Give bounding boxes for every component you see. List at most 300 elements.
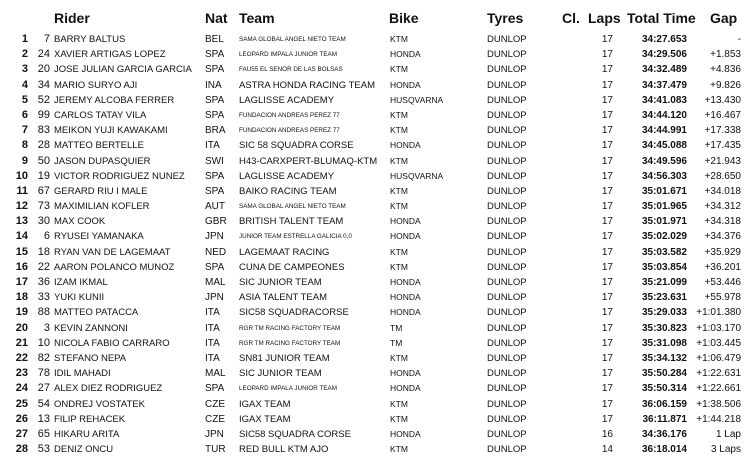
rider-name-cell: MEIKON YUJI KAWAKAMI xyxy=(54,125,168,137)
bike-cell: TM xyxy=(390,337,403,348)
nationality-cell: SPA xyxy=(205,49,225,61)
table-row xyxy=(0,412,745,427)
rider-number-cell: 65 xyxy=(37,427,50,440)
gap-cell: +1:06.479 xyxy=(696,352,741,364)
laps-cell: 17 xyxy=(601,261,613,273)
team-cell: SIC 58 SQUADRA CORSE xyxy=(239,140,354,152)
total-time-cell: 35:21.099 xyxy=(641,277,687,288)
rider-number-cell: 82 xyxy=(37,351,50,364)
laps-cell: 14 xyxy=(601,444,613,456)
tyre-cell: DUNLOP xyxy=(487,94,527,106)
tyre-cell: DUNLOP xyxy=(487,231,527,243)
gap-cell: +9.826 xyxy=(710,79,741,91)
nationality-cell: BRA xyxy=(205,125,226,137)
position-cell: 8 xyxy=(21,139,28,152)
team-cell: SIC JUNIOR TEAM xyxy=(239,368,322,380)
laps-cell: 17 xyxy=(601,398,613,410)
gap-cell: +28.650 xyxy=(704,170,741,182)
rider-number-cell: 10 xyxy=(37,336,50,349)
tyre-cell: DUNLOP xyxy=(487,79,527,91)
rider-name-cell: FILIP REHACEK xyxy=(54,413,126,425)
rider-number-cell: 6 xyxy=(43,230,50,243)
rider-name-cell: RYAN VAN DE LAGEMAAT xyxy=(54,246,171,258)
total-time-cell: 35:01.965 xyxy=(641,201,687,213)
bike-cell: HONDA xyxy=(390,231,421,242)
laps-cell: 17 xyxy=(601,277,613,288)
total-time-cell: 34:49.596 xyxy=(641,155,687,167)
results-table xyxy=(0,32,745,457)
gap-cell: +53.446 xyxy=(704,277,741,288)
total-time-cell: 35:23.631 xyxy=(641,292,687,304)
bike-cell: HONDA xyxy=(390,428,421,439)
rider-name-cell: DENIZ ONCU xyxy=(54,444,114,456)
tyre-cell: DUNLOP xyxy=(487,155,527,167)
gap-cell: +17.435 xyxy=(704,140,741,152)
bike-cell: HONDA xyxy=(390,277,421,287)
total-time-cell: 35:01.671 xyxy=(641,185,687,197)
rider-name-cell: XAVIER ARTIGAS LOPEZ xyxy=(54,49,166,61)
laps-cell: 17 xyxy=(601,109,613,121)
table-row xyxy=(0,32,745,47)
table-row xyxy=(0,123,745,138)
tyre-cell: DUNLOP xyxy=(487,125,527,137)
bike-cell: KTM xyxy=(390,125,408,136)
bike-cell: KTM xyxy=(390,413,408,424)
rider-number-cell: 13 xyxy=(37,412,50,425)
nationality-cell: ITA xyxy=(205,337,220,349)
header-class: Cl. xyxy=(562,10,580,26)
laps-cell: 17 xyxy=(601,307,613,319)
rider-number-cell: 52 xyxy=(37,93,50,106)
total-time-cell: 35:30.823 xyxy=(641,322,687,334)
laps-cell: 17 xyxy=(601,140,613,152)
gap-cell: +4.836 xyxy=(710,64,741,76)
rider-number-cell: 22 xyxy=(37,260,50,273)
laps-cell: 17 xyxy=(601,292,613,304)
table-row xyxy=(0,397,745,412)
laps-cell: 17 xyxy=(601,231,613,243)
header-laps: Laps xyxy=(588,10,621,26)
nationality-cell: TUR xyxy=(205,444,226,456)
nationality-cell: SPA xyxy=(205,170,225,182)
bike-cell: KTM xyxy=(390,185,408,196)
gap-cell: +1:01.380 xyxy=(696,307,741,319)
rider-number-cell: 73 xyxy=(37,200,50,213)
rider-number-cell: 78 xyxy=(37,367,50,380)
team-cell: SAMA GLOBAL ANGEL NIETO TEAM xyxy=(239,36,346,43)
position-cell: 3 xyxy=(21,63,28,76)
tyre-cell: DUNLOP xyxy=(487,428,527,440)
nationality-cell: CZE xyxy=(205,413,225,425)
team-cell: FUNDACION ANDREAS PEREZ 77 xyxy=(239,127,340,135)
total-time-cell: 35:34.132 xyxy=(641,352,687,364)
total-time-cell: 34:44.120 xyxy=(641,109,687,121)
position-cell: 26 xyxy=(15,412,28,425)
table-row xyxy=(0,336,745,351)
table-row xyxy=(0,321,745,336)
tyre-cell: DUNLOP xyxy=(487,292,527,304)
laps-cell: 17 xyxy=(601,322,613,334)
gap-cell: +34.376 xyxy=(704,231,741,243)
laps-cell: 17 xyxy=(601,368,613,380)
tyre-cell: DUNLOP xyxy=(487,216,527,228)
tyre-cell: DUNLOP xyxy=(487,352,527,364)
bike-cell: HONDA xyxy=(390,216,421,227)
tyre-cell: DUNLOP xyxy=(487,398,527,410)
tyre-cell: DUNLOP xyxy=(487,49,527,61)
gap-cell: - xyxy=(737,34,741,45)
laps-cell: 17 xyxy=(601,185,613,197)
rider-name-cell: HIKARU ARITA xyxy=(54,428,120,440)
team-cell: SIC58 SQUADRACORSE xyxy=(239,307,349,319)
total-time-cell: 35:29.033 xyxy=(641,307,687,319)
gap-cell: +1:22.661 xyxy=(696,383,741,395)
nationality-cell: BEL xyxy=(205,34,224,45)
table-row xyxy=(0,78,745,93)
laps-cell: 17 xyxy=(601,170,613,182)
nationality-cell: GBR xyxy=(205,216,227,228)
nationality-cell: ITA xyxy=(205,322,220,334)
laps-cell: 17 xyxy=(601,125,613,137)
nationality-cell: NED xyxy=(205,246,227,258)
nationality-cell: AUT xyxy=(205,201,225,213)
rider-number-cell: 54 xyxy=(37,397,50,410)
rider-name-cell: ALEX DIEZ RODRIGUEZ xyxy=(54,383,163,395)
total-time-cell: 34:56.303 xyxy=(641,170,687,182)
team-cell: LEOPARD IMPALA JUNIOR TEAM xyxy=(239,51,337,59)
table-row xyxy=(0,290,745,305)
table-row xyxy=(0,199,745,214)
rider-number-cell: 3 xyxy=(43,321,50,334)
tyre-cell: DUNLOP xyxy=(487,64,527,76)
bike-cell: HONDA xyxy=(390,49,421,60)
team-cell: BRITISH TALENT TEAM xyxy=(239,216,344,228)
gap-cell: +1:38.506 xyxy=(696,398,741,410)
table-row xyxy=(0,108,745,123)
nationality-cell: ITA xyxy=(205,140,220,152)
rider-number-cell: 67 xyxy=(37,184,50,197)
rider-number-cell: 33 xyxy=(37,291,50,304)
position-cell: 27 xyxy=(15,427,28,440)
laps-cell: 17 xyxy=(601,216,613,228)
nationality-cell: SPA xyxy=(205,261,225,273)
tyre-cell: DUNLOP xyxy=(487,368,527,380)
team-cell: ASTRA HONDA RACING TEAM xyxy=(239,79,376,91)
gap-cell: 3 Laps xyxy=(710,444,741,456)
laps-cell: 17 xyxy=(601,155,613,167)
nationality-cell: SPA xyxy=(205,64,225,76)
laps-cell: 17 xyxy=(601,246,613,258)
team-cell: JUNIOR TEAM ESTRELLA GALICIA 0,0 xyxy=(239,233,352,241)
bike-cell: KTM xyxy=(390,109,408,120)
team-cell: BAIKO RACING TEAM xyxy=(239,185,337,197)
position-cell: 19 xyxy=(15,306,28,319)
nationality-cell: SPA xyxy=(205,383,225,395)
table-row xyxy=(0,47,745,62)
rider-number-cell: 30 xyxy=(37,215,50,228)
position-cell: 9 xyxy=(21,154,28,167)
gap-cell: +1:03.445 xyxy=(696,337,741,349)
team-cell: LAGLISSE ACADEMY xyxy=(239,170,335,182)
table-row xyxy=(0,169,745,184)
gap-cell: 1 Lap xyxy=(715,428,741,440)
header-rider: Rider xyxy=(54,10,90,26)
laps-cell: 17 xyxy=(601,337,613,349)
gap-cell: +34.018 xyxy=(704,185,741,197)
total-time-cell: 35:01.971 xyxy=(641,216,687,228)
laps-cell: 17 xyxy=(601,201,613,213)
tyre-cell: DUNLOP xyxy=(487,322,527,334)
tyre-cell: DUNLOP xyxy=(487,109,527,121)
laps-cell: 17 xyxy=(601,34,613,45)
rider-name-cell: JOSE JULIAN GARCIA GARCIA xyxy=(54,64,192,76)
total-time-cell: 34:32.489 xyxy=(641,64,687,76)
position-cell: 13 xyxy=(15,215,28,228)
team-cell: SN81 JUNIOR TEAM xyxy=(239,352,330,364)
bike-cell: KTM xyxy=(390,64,408,75)
tyre-cell: DUNLOP xyxy=(487,261,527,273)
nationality-cell: ITA xyxy=(205,352,220,364)
bike-cell: KTM xyxy=(390,444,408,455)
gap-cell: +1.853 xyxy=(710,49,741,61)
team-cell: H43-CARXPERT-BLUMAQ-KTM xyxy=(239,155,378,167)
table-row xyxy=(0,305,745,320)
gap-cell: +13.430 xyxy=(704,94,741,106)
team-cell: RGR TM RACING FACTORY TEAM xyxy=(239,339,341,347)
team-cell: CUNA DE CAMPEONES xyxy=(239,261,345,273)
total-time-cell: 36:18.014 xyxy=(641,444,687,456)
rider-number-cell: 24 xyxy=(37,48,50,61)
total-time-cell: 35:03.854 xyxy=(641,261,687,273)
table-row xyxy=(0,381,745,396)
nationality-cell: CZE xyxy=(205,398,225,410)
gap-cell: +16.467 xyxy=(704,109,741,121)
table-row xyxy=(0,275,745,290)
team-cell: IGAX TEAM xyxy=(239,413,291,425)
laps-cell: 17 xyxy=(601,79,613,91)
rider-name-cell: KEVIN ZANNONI xyxy=(54,322,128,334)
laps-cell: 17 xyxy=(601,49,613,61)
rider-number-cell: 83 xyxy=(37,124,50,137)
tyre-cell: DUNLOP xyxy=(487,383,527,395)
header-nat: Nat xyxy=(205,10,228,26)
position-cell: 14 xyxy=(15,230,28,243)
table-row xyxy=(0,229,745,244)
rider-name-cell: VICTOR RODRIGUEZ NUNEZ xyxy=(54,170,185,182)
total-time-cell: 34:36.176 xyxy=(641,428,687,440)
bike-cell: KTM xyxy=(390,155,408,166)
total-time-cell: 34:27.653 xyxy=(641,34,687,45)
position-cell: 18 xyxy=(15,291,28,304)
rider-number-cell: 36 xyxy=(37,276,50,288)
team-cell: SIC58 SQUADRA CORSE xyxy=(239,428,351,440)
total-time-cell: 35:03.582 xyxy=(641,246,687,258)
tyre-cell: DUNLOP xyxy=(487,201,527,213)
total-time-cell: 34:44.991 xyxy=(641,125,687,137)
header-tyres: Tyres xyxy=(487,10,524,26)
team-cell: SIC JUNIOR TEAM xyxy=(239,277,322,288)
position-cell: 15 xyxy=(15,245,28,258)
gap-cell: +36.201 xyxy=(704,261,741,273)
header-team: Team xyxy=(239,10,275,26)
total-time-cell: 34:29.506 xyxy=(641,49,687,61)
rider-name-cell: YUKI KUNII xyxy=(54,292,105,304)
nationality-cell: INA xyxy=(205,79,222,91)
bike-cell: KTM xyxy=(390,34,408,44)
team-cell: LAGEMAAT RACING xyxy=(239,246,330,258)
position-cell: 7 xyxy=(21,124,28,137)
laps-cell: 17 xyxy=(601,413,613,425)
team-cell: ASIA TALENT TEAM xyxy=(239,292,327,304)
bike-cell: KTM xyxy=(390,352,408,363)
position-cell: 17 xyxy=(15,276,28,288)
position-cell: 22 xyxy=(15,351,28,364)
gap-cell: +1:03.170 xyxy=(696,322,741,334)
rider-name-cell: NICOLA FABIO CARRARO xyxy=(54,337,170,349)
rider-name-cell: STEFANO NEPA xyxy=(54,352,127,364)
rider-number-cell: 19 xyxy=(37,169,50,182)
rider-number-cell: 53 xyxy=(37,443,50,456)
bike-cell: KTM xyxy=(390,246,408,257)
tyre-cell: DUNLOP xyxy=(487,140,527,152)
position-cell: 12 xyxy=(15,200,28,213)
table-row xyxy=(0,366,745,381)
nationality-cell: JPN xyxy=(205,428,224,440)
rider-number-cell: 88 xyxy=(37,306,50,319)
nationality-cell: ITA xyxy=(205,307,220,319)
tyre-cell: DUNLOP xyxy=(487,246,527,258)
rider-name-cell: MAX COOK xyxy=(54,216,106,228)
gap-cell: +55.978 xyxy=(704,292,741,304)
gap-cell: +17.338 xyxy=(704,125,741,137)
table-row xyxy=(0,154,745,169)
table-row xyxy=(0,138,745,153)
rider-name-cell: RYUSEI YAMANAKA xyxy=(54,231,144,243)
gap-cell: +21.943 xyxy=(704,155,741,167)
bike-cell: HONDA xyxy=(390,79,421,90)
total-time-cell: 34:41.083 xyxy=(641,94,687,106)
total-time-cell: 35:50.314 xyxy=(641,383,687,395)
tyre-cell: DUNLOP xyxy=(487,185,527,197)
bike-cell: HUSQVARNA xyxy=(390,94,444,105)
total-time-cell: 34:37.479 xyxy=(641,79,687,91)
team-cell: FAU55 EL SENOR DE LAS BOLSAS xyxy=(239,66,343,74)
nationality-cell: SWI xyxy=(205,155,224,167)
rider-number-cell: 28 xyxy=(37,139,50,152)
nationality-cell: MAL xyxy=(205,277,226,288)
total-time-cell: 36:06.159 xyxy=(641,398,687,410)
table-row xyxy=(0,93,745,108)
bike-cell: HONDA xyxy=(390,368,421,379)
tyre-cell: DUNLOP xyxy=(487,444,527,456)
position-cell: 1 xyxy=(21,33,28,45)
bike-cell: KTM xyxy=(390,398,408,409)
table-header xyxy=(0,9,745,27)
team-cell: LEOPARD IMPALA JUNIOR TEAM xyxy=(239,385,337,393)
team-cell: IGAX TEAM xyxy=(239,398,291,410)
table-row xyxy=(0,62,745,77)
position-cell: 4 xyxy=(21,78,28,91)
gap-cell: +1:22.631 xyxy=(696,368,741,380)
bike-cell: HONDA xyxy=(390,292,421,303)
rider-name-cell: JEREMY ALCOBA FERRER xyxy=(54,94,175,106)
total-time-cell: 34:45.088 xyxy=(641,140,687,152)
total-time-cell: 35:50.284 xyxy=(641,368,687,380)
position-cell: 21 xyxy=(15,336,28,349)
rider-number-cell: 7 xyxy=(43,33,50,45)
position-cell: 6 xyxy=(21,108,28,121)
table-row xyxy=(0,260,745,275)
rider-name-cell: ONDREJ VOSTATEK xyxy=(54,398,145,410)
position-cell: 20 xyxy=(15,321,28,334)
laps-cell: 17 xyxy=(601,94,613,106)
tyre-cell: DUNLOP xyxy=(487,170,527,182)
tyre-cell: DUNLOP xyxy=(487,34,527,45)
team-cell: LAGLISSE ACADEMY xyxy=(239,94,335,106)
tyre-cell: DUNLOP xyxy=(487,413,527,425)
gap-cell: +34.318 xyxy=(704,216,741,228)
rider-number-cell: 18 xyxy=(37,245,50,258)
position-cell: 16 xyxy=(15,260,28,273)
nationality-cell: JPN xyxy=(205,231,224,243)
header-bike: Bike xyxy=(389,10,419,26)
bike-cell: HONDA xyxy=(390,307,421,318)
tyre-cell: DUNLOP xyxy=(487,337,527,349)
table-row xyxy=(0,184,745,199)
gap-cell: +35.929 xyxy=(704,246,741,258)
header-total-time: Total Time xyxy=(627,10,696,26)
bike-cell: HONDA xyxy=(390,383,421,394)
nationality-cell: MAL xyxy=(205,368,226,380)
rider-name-cell: MATTEO BERTELLE xyxy=(54,140,144,152)
table-row xyxy=(0,351,745,366)
position-cell: 2 xyxy=(21,48,28,61)
laps-cell: 17 xyxy=(601,352,613,364)
table-row xyxy=(0,245,745,260)
tyre-cell: DUNLOP xyxy=(487,277,527,288)
laps-cell: 17 xyxy=(601,383,613,395)
rider-name-cell: CARLOS TATAY VILA xyxy=(54,109,147,121)
rider-number-cell: 34 xyxy=(37,78,50,91)
bike-cell: KTM xyxy=(390,261,408,272)
team-cell: FUNDACION ANDREAS PEREZ 77 xyxy=(239,111,340,119)
table-row xyxy=(0,214,745,229)
gap-cell: +1:44.218 xyxy=(696,413,741,425)
table-row xyxy=(0,427,745,442)
position-cell: 5 xyxy=(21,93,28,106)
position-cell: 25 xyxy=(15,397,28,410)
position-cell: 28 xyxy=(15,443,28,456)
rider-number-cell: 99 xyxy=(37,108,50,121)
nationality-cell: SPA xyxy=(205,94,225,106)
rider-name-cell: MARIO SURYO AJI xyxy=(54,79,138,91)
nationality-cell: JPN xyxy=(205,292,224,304)
gap-cell: +34.312 xyxy=(704,201,741,213)
total-time-cell: 35:02.029 xyxy=(641,231,687,243)
rider-name-cell: MAXIMILIAN KOFLER xyxy=(54,201,150,213)
position-cell: 10 xyxy=(15,169,28,182)
total-time-cell: 35:31.098 xyxy=(641,337,687,349)
total-time-cell: 36:11.871 xyxy=(642,413,687,425)
laps-cell: 17 xyxy=(601,64,613,76)
rider-name-cell: MATTEO PATACCA xyxy=(54,307,139,319)
position-cell: 24 xyxy=(15,382,28,395)
header-gap: Gap xyxy=(710,10,738,26)
bike-cell: KTM xyxy=(390,201,408,212)
nationality-cell: SPA xyxy=(205,185,225,197)
rider-number-cell: 50 xyxy=(37,154,50,167)
rider-name-cell: JASON DUPASQUIER xyxy=(54,155,151,167)
